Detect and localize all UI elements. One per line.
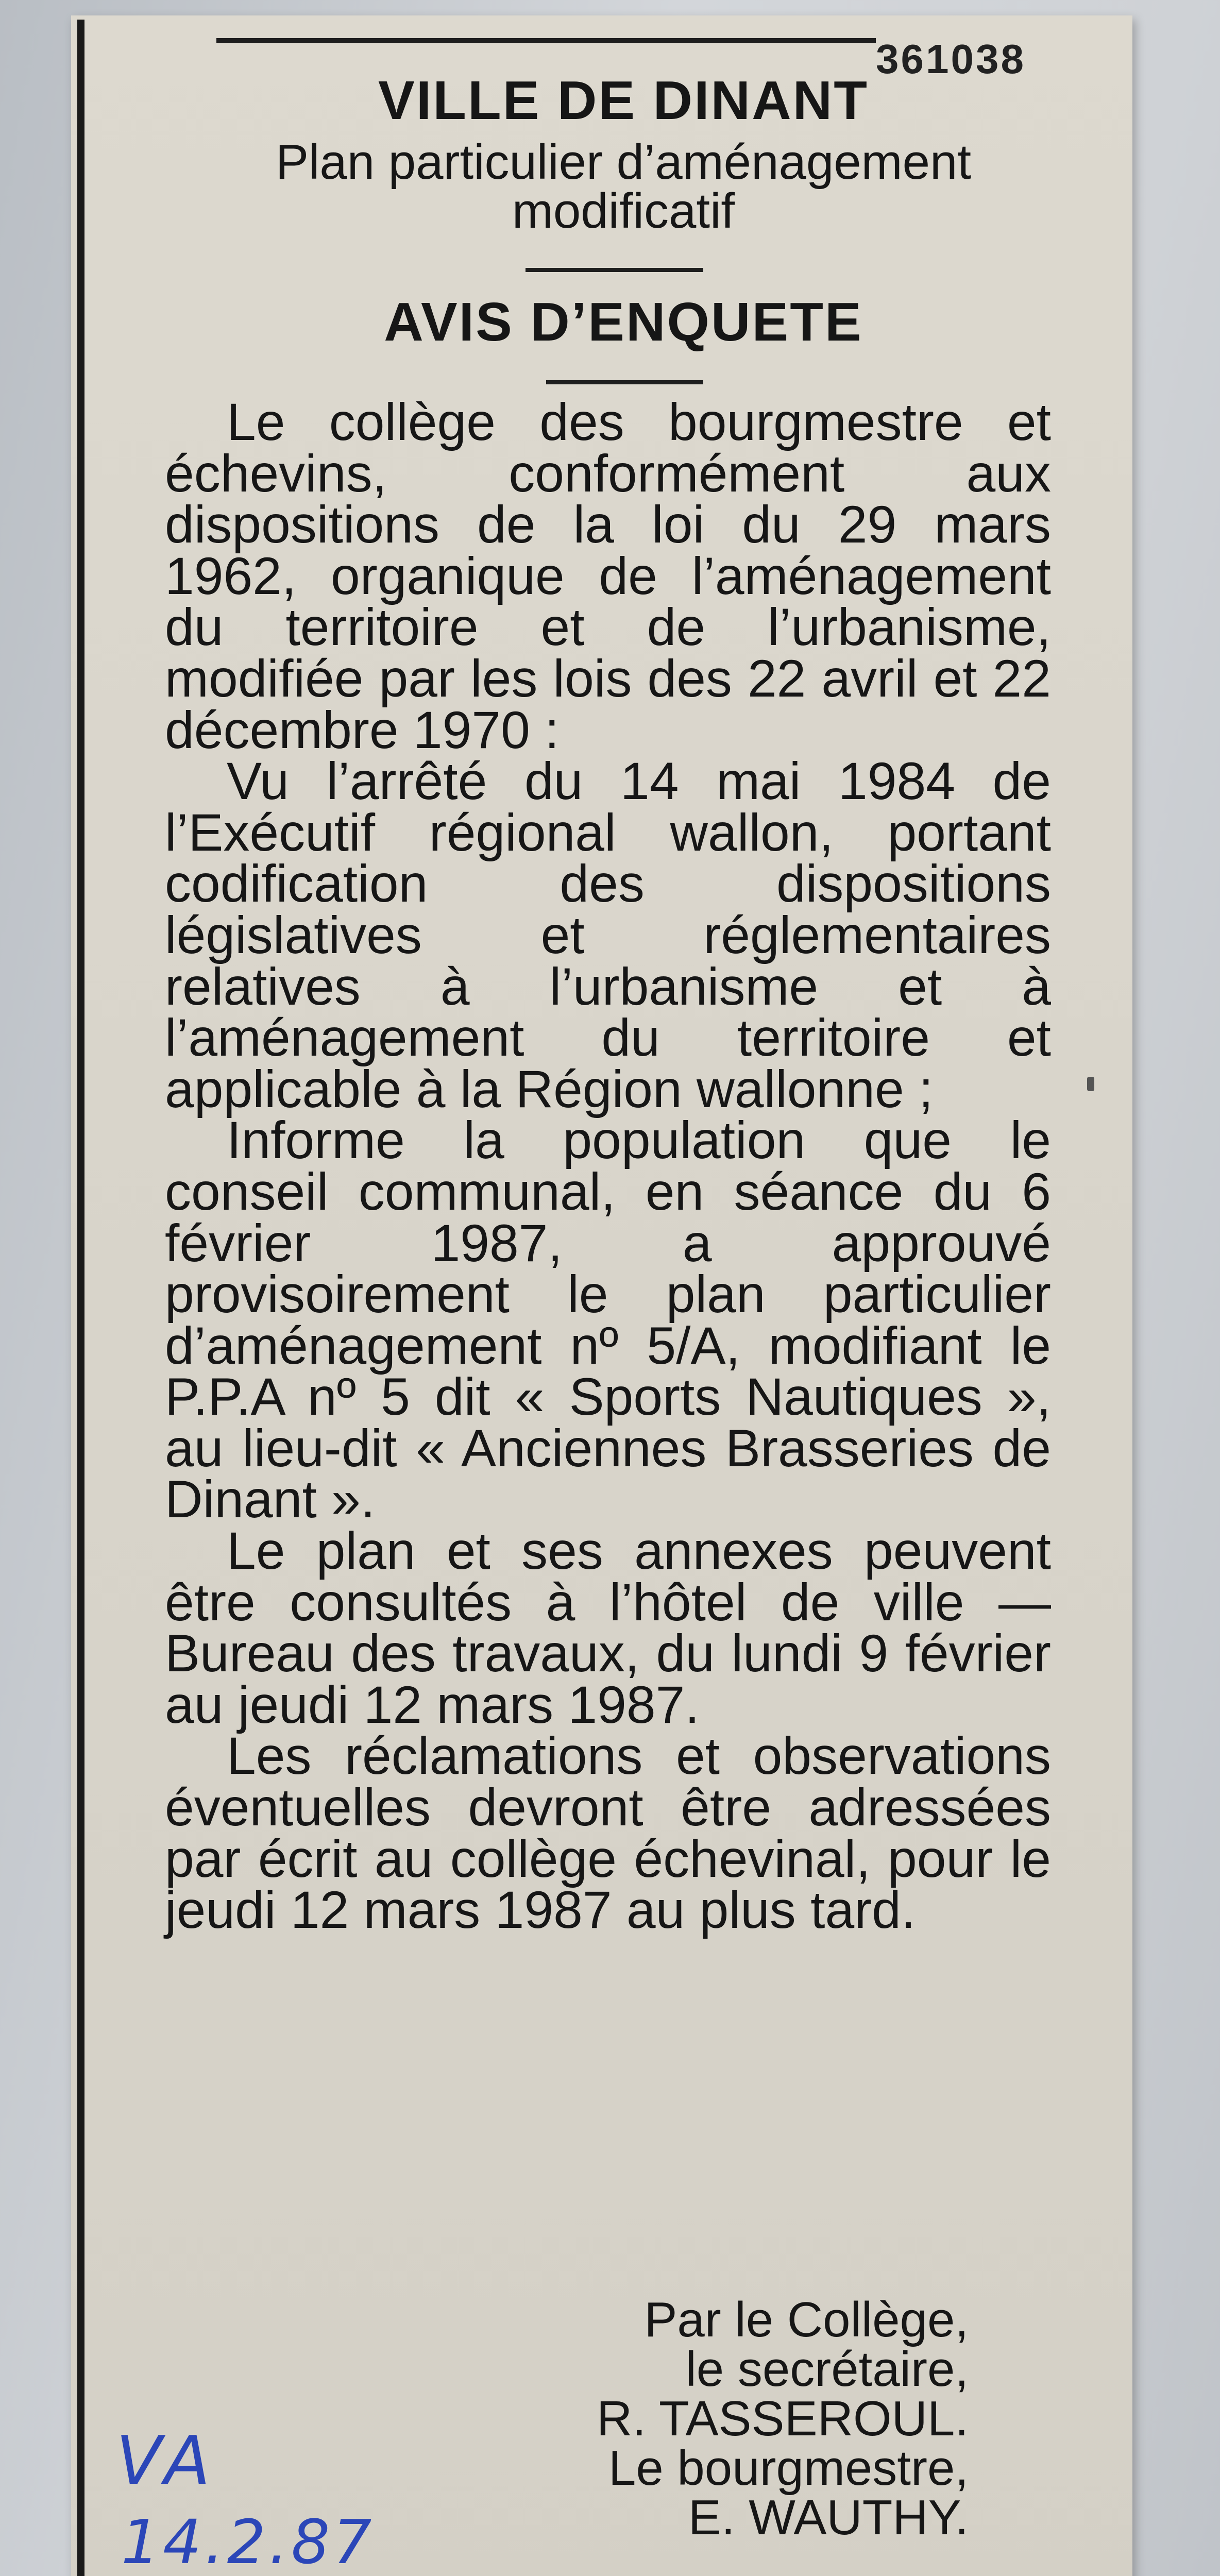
handwritten-initials: VA: [116, 2421, 218, 2500]
paragraph-claims: Les réclamations et observations éventuelles devront être adressées par écrit au collège échevinal, pour le jeudi 12 mars 1987 au plus tard.: [165, 1726, 1051, 1940]
notice-title: VILLE DE DINANT: [378, 70, 869, 131]
cut-off-number: [876, 26, 1026, 59]
handwritten-date: 14.2.87: [121, 2506, 375, 2576]
column-rule: [77, 20, 84, 2576]
divider-rule: [546, 380, 703, 384]
signature-line: Le bourgmestre,: [608, 2441, 969, 2496]
paragraph-decree: Vu l’arrêté du 14 mai 1984 de l’Exécutif régional wallon, portant codification des dispositions législatives et réglementaires relatives à l’urbanisme et à l’aménagement du territoire et applicable à la Région wallonne ;: [165, 752, 1051, 1118]
notice-body: [165, 393, 1051, 1940]
mayor-name: E. WAUTHY.: [688, 2490, 969, 2545]
signature-block: [464, 2292, 969, 2545]
paragraph-consultation: Le plan et ses annexes peuvent être consultés à l’hôtel de ville — Bureau des travaux, du lundi 9 février au jeudi 12 mars 1987.: [165, 1521, 1051, 1734]
secretary-name: R. TASSEROUL.: [597, 2391, 969, 2446]
top-rule: [216, 38, 876, 43]
edge-mark: [1087, 1077, 1094, 1091]
divider-rule: [526, 268, 703, 272]
signature-line: Par le Collège,: [644, 2292, 969, 2347]
signature-line: le secrétaire,: [685, 2342, 969, 2397]
paragraph-preamble: Le collège des bourgmestre et échevins, conformément aux dispositions de la loi du 29 mars 1962, organique de l’aménagement du territoire et de l’urbanisme, modifiée par les lois des 22 avril et 22 décembre 1970 :: [165, 393, 1051, 759]
paragraph-approval: Informe la population que le conseil communal, en séance du 6 février 1987, a approuvé provisoirement le plan particulier d’aménagement nº 5/A, modifiant le P.P.A nº 5 dit « Sports Nautiques », au lieu-dit « Anciennes Brasseries de Dinant ».: [165, 1111, 1051, 1529]
notice-subtitle-line2: modificatif: [512, 183, 735, 239]
notice-heading: AVIS D’ENQUETE: [384, 292, 863, 352]
notice-subtitle-line1: Plan particulier d’aménagement: [275, 134, 972, 190]
